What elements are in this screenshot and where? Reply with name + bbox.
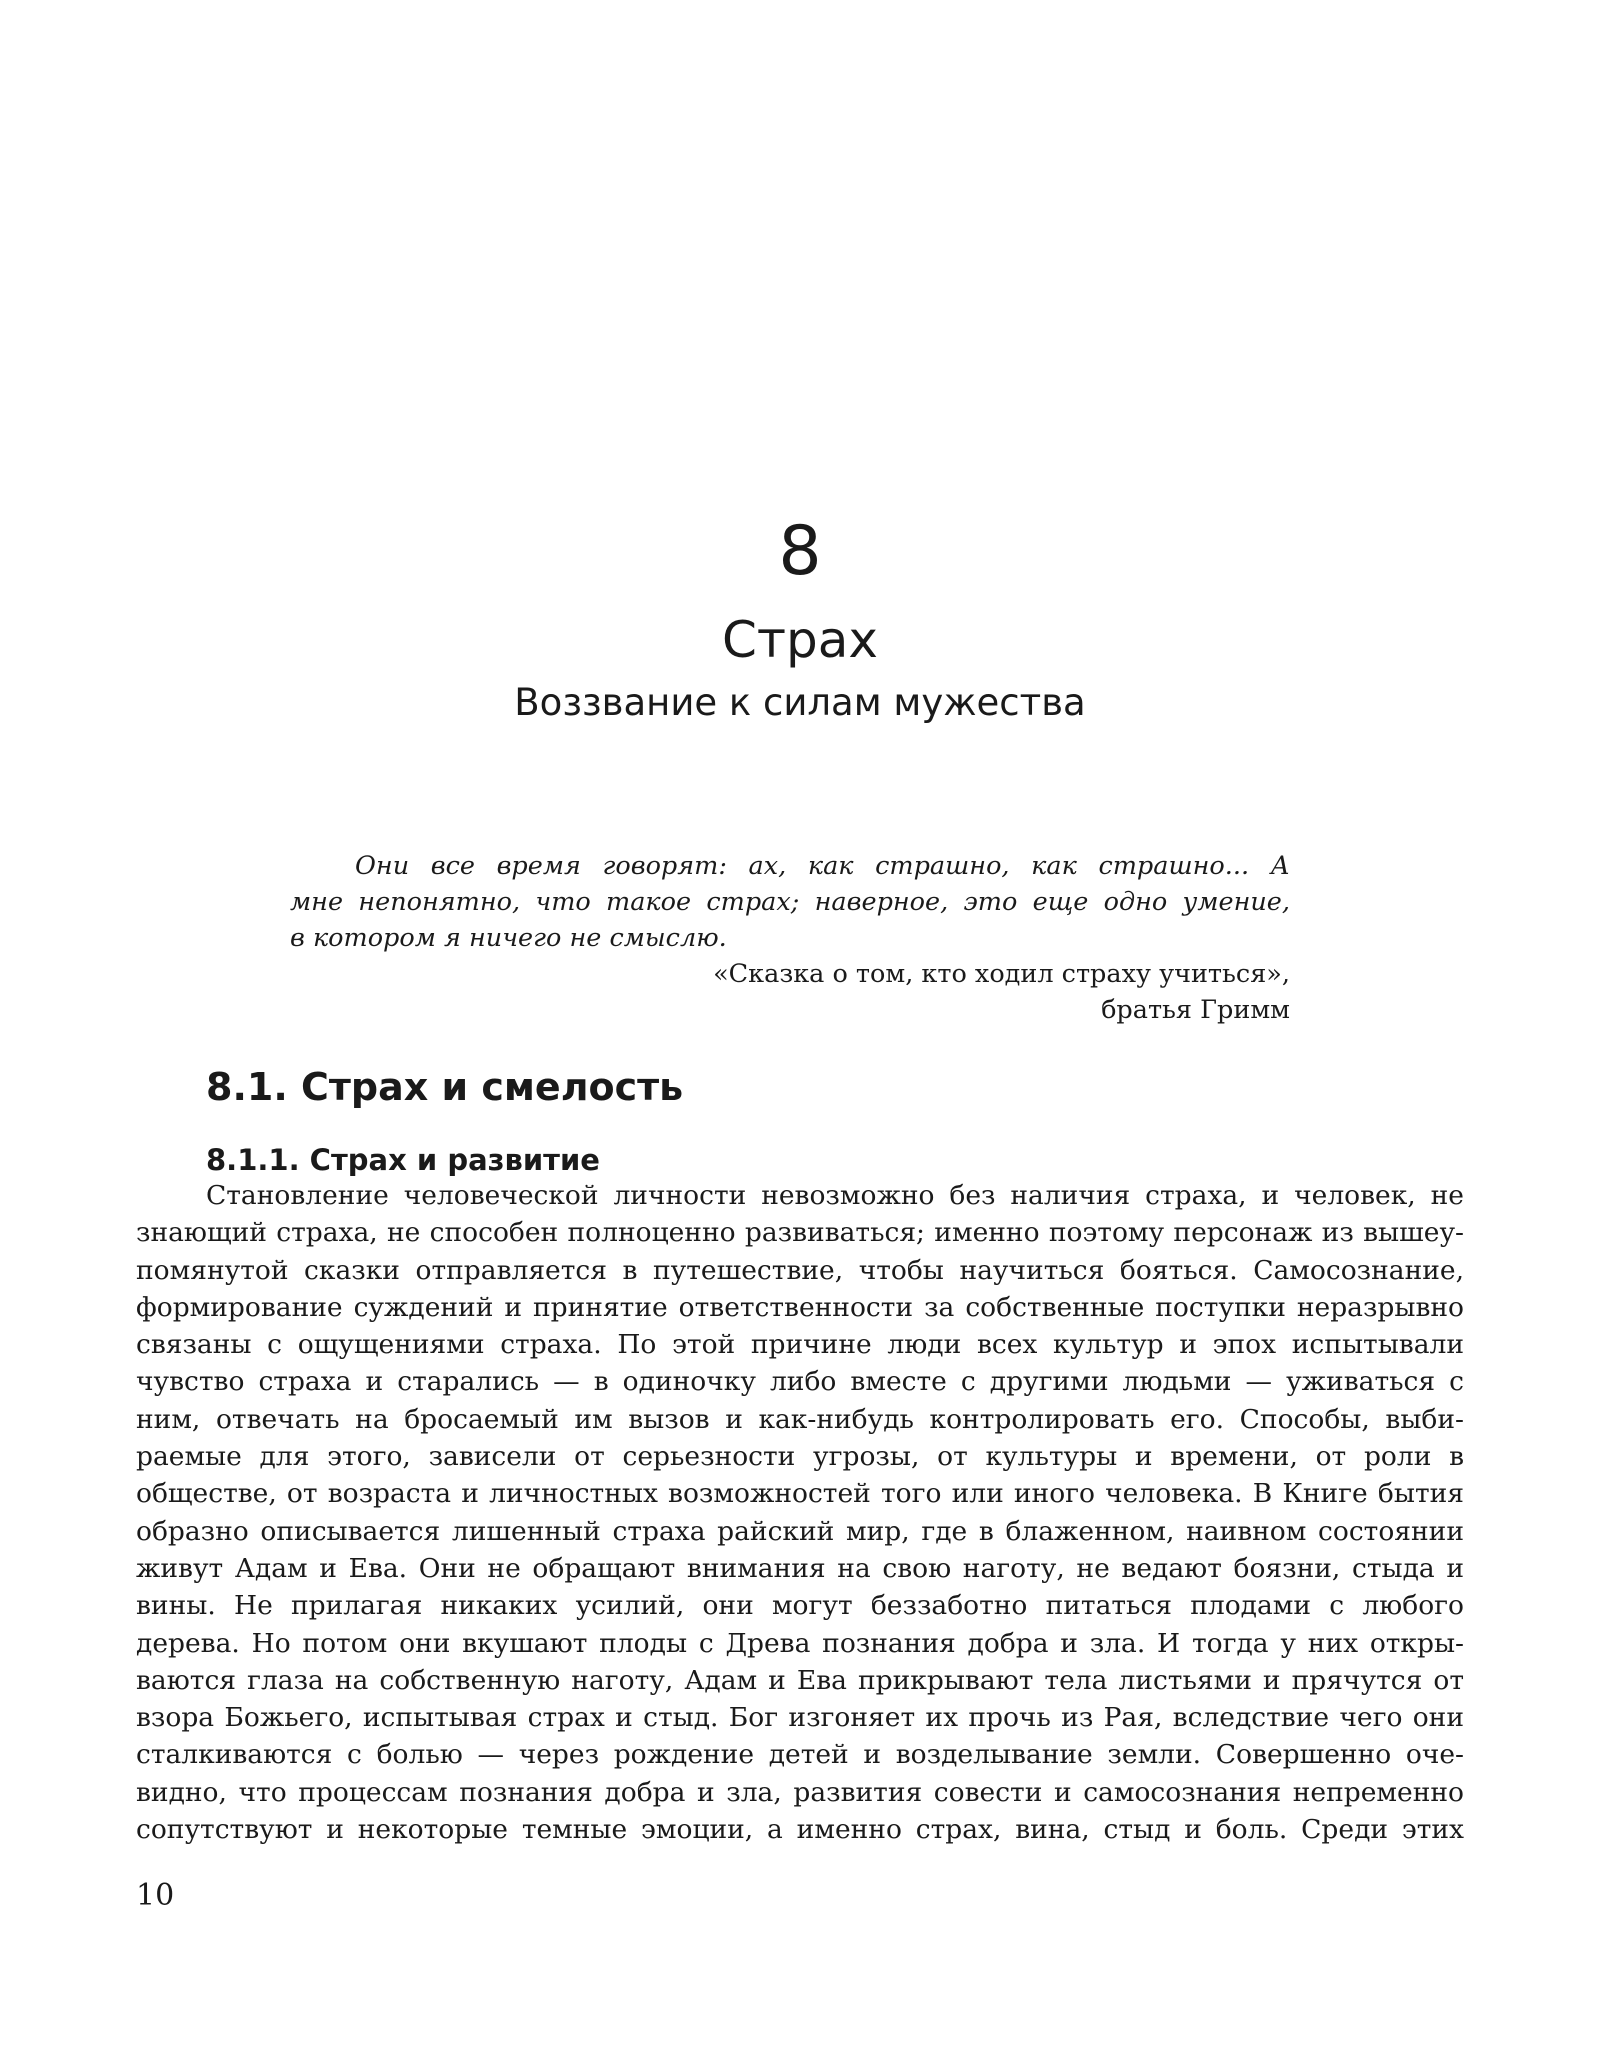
page-number: 10 [136,1878,175,1913]
body-line: ваются глаза на собственную наготу, Адам и Ева прикрывают тела листьями и прячутся от [136,1664,1464,1696]
body-line: раемые для этого, зависели от серьезности угрозы, от культуры и времени, от роли в [136,1441,1464,1473]
chapter-title: Страх [721,611,878,669]
body-line: сопутствуют и некоторые темные эмоции, а именно страх, вина, стыд и боль. Среди этих [136,1814,1464,1846]
epigraph-source [290,956,1290,1028]
body-line: видно, что процессам познания добра и зла, развития совести и самосознания непременно [136,1776,1464,1808]
body-line: живут Адам и Ева. Они не обращают внимания на свою наготу, не ведают боязни, стыда и [136,1552,1464,1584]
body-line: формирование суждений и принятие ответственности за собственные поступки неразрывно [136,1291,1464,1323]
body-line: образно описывается лишенный страха райский мир, где в блаженном, наивном состоянии [136,1515,1464,1547]
section-heading: 8.1. Страх и смелость [206,1065,684,1109]
epigraph-line: в котором я ничего не смыслю. [290,923,727,953]
chapter-subtitle: Воззвание к силам мужества [514,681,1086,724]
epigraph-line: Они все время говорят: ах, как страшно, как страшно... А [355,851,1290,881]
body-line: обществе, от возраста и личностных возможностей того или иного человека. В Книге бытия [136,1478,1464,1510]
body-line: дерева. Но потом они вкушают плоды с Древа познания добра и зла. И тогда у них откры- [136,1627,1464,1659]
epigraph-text [290,848,1290,956]
body-line: ним, отвечать на бросаемый им вызов и как-нибудь контролировать его. Способы, выби- [136,1403,1464,1435]
epigraph-line: мне непонятно, что такое страх; наверное, это еще одно умение, [290,887,1290,917]
body-line: взора Божьего, испытывая страх и стыд. Бог изгоняет их прочь из Рая, вследствие чего они [136,1702,1464,1734]
body-line: сталкиваются с болью — через рождение детей и возделывание земли. Совершенно оче- [136,1739,1464,1771]
epigraph-source-line: братья Гримм [1101,995,1290,1025]
epigraph-source-line: «Сказка о том, кто ходил страху учиться», [713,959,1290,989]
body-line: связаны с ощущениями страха. По этой причине люди всех культур и эпох испытывали [136,1329,1464,1361]
chapter-number: 8 [778,512,822,591]
subsection-heading: 8.1.1. Страх и развитие [206,1143,600,1177]
body-line: чувство страха и старались — в одиночку либо вместе с другими людьми — уживаться с [136,1366,1464,1398]
epigraph [290,848,1290,1028]
body-line: знающий страха, не способен полноценно развиваться; именно поэтому персонаж из вышеу- [136,1217,1464,1249]
body-paragraph [136,1177,1464,1848]
body-line: вины. Не прилагая никаких усилий, они могут беззаботно питаться плодами с любого [136,1590,1464,1622]
body-line: Становление человеческой личности невозможно без наличия страха, и человек, не [206,1180,1464,1211]
body-line: помянутой сказки отправляется в путешествие, чтобы научиться бояться. Самосознание, [136,1254,1464,1286]
